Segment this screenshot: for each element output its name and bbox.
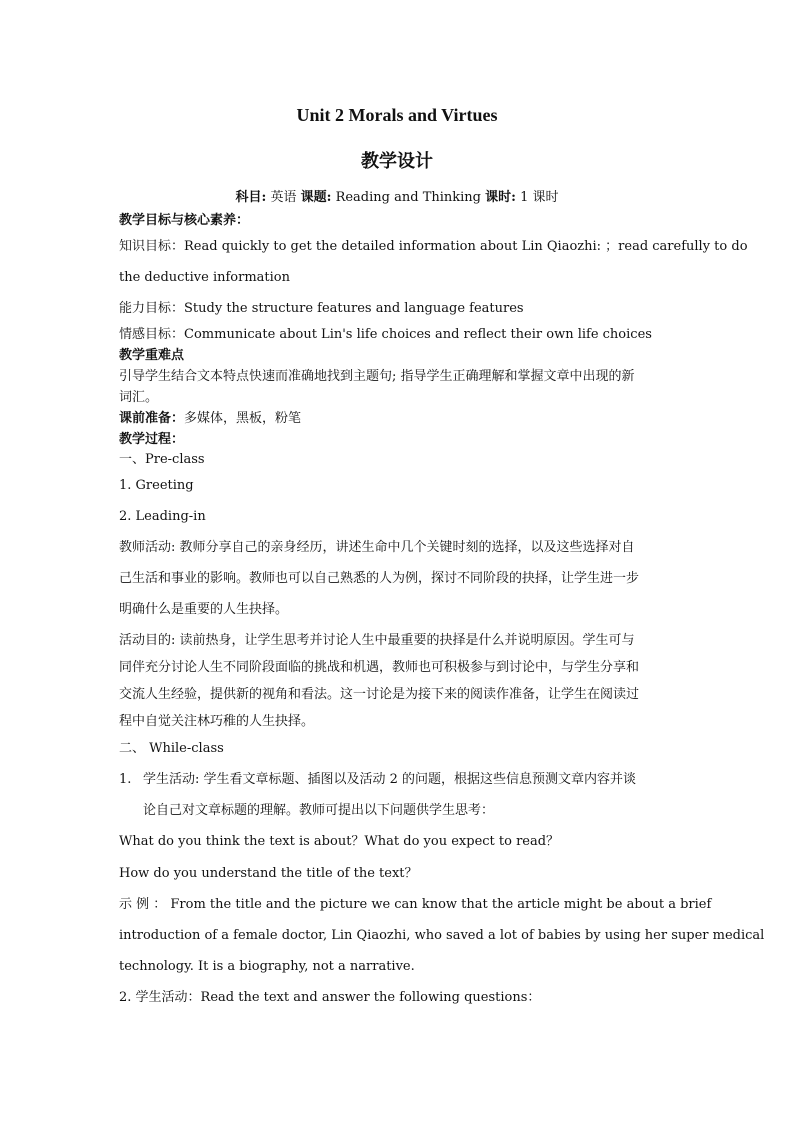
ability-text: Study the structure features and language features [184, 301, 524, 316]
knowledge-text-1: Read quickly to get the detailed information about Lin Qiaozhi: ；read carefully to do [184, 239, 748, 254]
topic-value: Reading and Thinking [335, 190, 481, 205]
preparation-label: 课前准备： [119, 411, 185, 426]
knowledge-label: 知识目标： [119, 239, 185, 254]
knowledge-objective-line-2: the deductive information [119, 270, 291, 285]
key-points-heading: 教学重难点 [119, 348, 185, 363]
topic-label: 课题 [300, 190, 327, 205]
purpose-line-2: 同伴充分讨论人生不同阶段面临的挑战和机遇，教师也可积极参与到讨论中，与学生分享和 [119, 660, 640, 675]
hours-label: 课时 [485, 190, 512, 205]
purpose-line-4: 程中自觉关注林巧稚的人生抉择。 [119, 714, 315, 729]
colon: : [326, 190, 332, 205]
step-1-number: 1. [119, 772, 132, 787]
document-title: Unit 2 Morals and Virtues [296, 105, 498, 125]
step-1-line-2: 论自己对文章标题的理解。教师可提出以下问题供学生思考： [143, 803, 495, 818]
while-class-heading: 二、 While-class [119, 741, 224, 756]
question-2: How do you understand the title of the text？ [119, 866, 418, 881]
step-1-line-1: 学生活动: 学生看文章标题、插图以及活动 2 的问题，根据这些信息预测文章内容并谈 [143, 772, 637, 787]
emotion-objective [119, 325, 675, 345]
emotion-text: Communicate about Lin's life choices and reflect their own life choices [184, 327, 652, 342]
hours-value: 1 课时 [520, 190, 559, 205]
teacher-activity-line-3: 明确什么是重要的人生抉择。 [119, 602, 289, 617]
example-line-3: technology. It is a biography, not a narrative. [119, 959, 415, 974]
example-line-1: 示 例 ： From the title and the picture we can know that the article might be about a brief [119, 897, 712, 912]
subject-label: 科目 [235, 190, 262, 205]
example-line-2: introduction of a female doctor, Lin Qiaozhi, who saved a lot of babies by using her super medical [119, 928, 765, 943]
colon: : [511, 190, 516, 205]
objectives-heading: 教学目标与核心素养： [119, 213, 250, 228]
purpose-line-3: 交流人生经验，提供新的视角和看法。这一讨论是为接下来的阅读作准备，让学生在阅读过 [119, 687, 640, 702]
emotion-label: 情感目标： [119, 327, 185, 342]
greeting-item: 1. Greeting [119, 478, 194, 493]
colon: : [261, 190, 267, 205]
key-points-line-1: 引导学生结合文本特点快速而准确地找到主题句; 指导学生正确理解和掌握文章中出现的新 [119, 369, 635, 384]
preparation [119, 409, 675, 429]
teacher-activity-line-1: 教师活动: 教师分享自己的亲身经历，讲述生命中几个关键时刻的选择，以及这些选择对自 [119, 540, 635, 555]
question-1: What do you think the text is about？What do you expect to read？ [119, 834, 560, 849]
key-points-line-2: 词汇。 [119, 390, 159, 405]
lesson-meta [0, 186, 794, 205]
preparation-text: 多媒体，黑板，粉笔 [184, 411, 302, 426]
ability-label: 能力目标： [119, 301, 185, 316]
process-heading: 教学过程： [119, 432, 185, 447]
ability-objective [119, 299, 675, 319]
subject-value: 英语 [270, 190, 297, 205]
step-2: 2. 学生活动：Read the text and answer the following questions： [119, 990, 541, 1005]
knowledge-objective-line-1 [119, 237, 748, 257]
teacher-activity-line-2: 己生活和事业的影响。教师也可以自己熟悉的人为例，探讨不同阶段的抉择，让学生进一步 [119, 571, 640, 586]
document-subtitle: 教学设计 [361, 151, 433, 172]
leading-in-item: 2. Leading-in [119, 509, 206, 524]
purpose-line-1: 活动目的: 读前热身，让学生思考并讨论人生中最重要的抉择是什么并说明原因。学生可与 [119, 633, 635, 648]
pre-class-heading: 一、Pre-class [119, 452, 205, 467]
